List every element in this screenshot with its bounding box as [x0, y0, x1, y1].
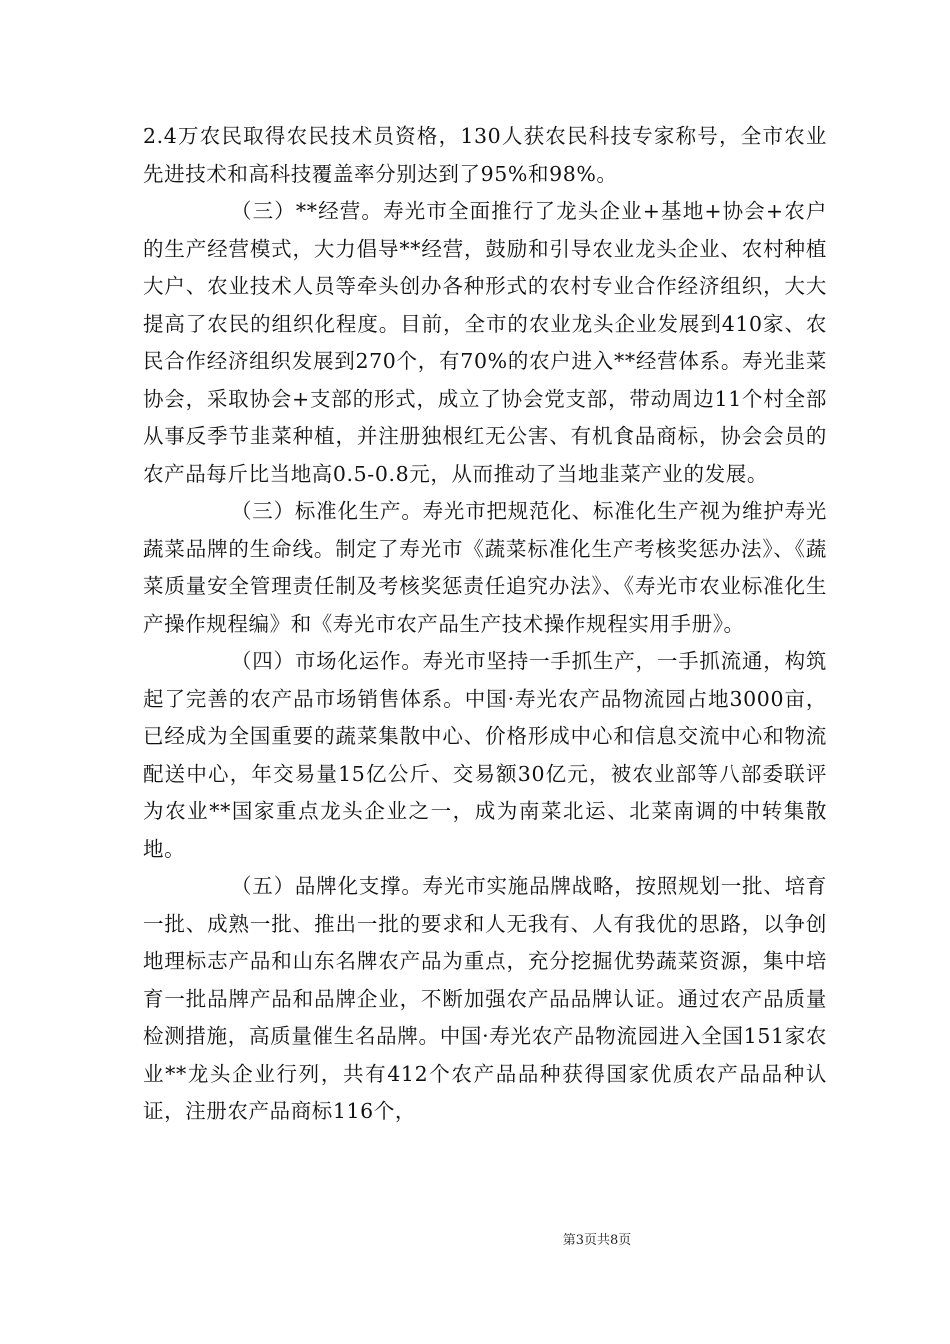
paragraph-4-marketization: （四）市场化运作。寿光市坚持一手抓生产，一手抓流通，构筑起了完善的农产品市场销售体系。中国·寿光农产品物流园占地3000亩，已经成为全国重要的蔬菜集散中心、价格形成中心和信息交流中心和物流配送中心，年交易量15亿公斤、交易额30亿元，被农业部等八部委联评为农业**国家重点龙头企业之一，成为南菜北运、北菜南调的中转集散地。: [143, 649, 827, 861]
paragraph-2-operations: （三）**经营。寿光市全面推行了龙头企业+基地+协会+农户的生产经营模式，大力倡导**经营，鼓励和引导农业龙头企业、农村种植大户、农业技术人员等牵头创办各种形式的农村专业合作经济组织，大大提高了农民的组织化程度。目前，全市的农业龙头企业发展到410家、农民合作经济组织发展到270个，有70%的农户进入**经营体系。寿光韭菜协会，采取协会+支部的形式，成立了协会党支部，带动周边11个村全部从事反季节韭菜种植，并注册独根红无公害、有机食品商标，协会会员的农产品每斤比当地高0.5-0.8元，从而推动了当地韭菜产业的发展。: [143, 199, 827, 486]
page-number: 第3页共8页: [562, 1233, 632, 1248]
paragraph-1-continuation: 2.4万农民取得农民技术员资格，130人获农民科技专家称号，全市农业先进技术和高科技覆盖率分别达到了95%和98%。: [143, 124, 827, 186]
body-text: [143, 118, 827, 1131]
paragraph-5-branding: （五）品牌化支撑。寿光市实施品牌战略，按照规划一批、培育一批、成熟一批、推出一批的要求和人无我有、人有我优的思路，以争创地理标志产品和山东名牌农产品为重点，充分挖掘优势蔬菜资源，集中培育一批品牌产品和品牌企业，不断加强农产品品牌认证。通过农产品质量检测措施，高质量催生名品牌。中国·寿光农产品物流园进入全国151家农业**龙头企业行列，共有412个农产品品种获得国家优质农产品品种认证，注册农产品商标116个，: [143, 874, 827, 1123]
paragraph-3-standardization: （三）标准化生产。寿光市把规范化、标准化生产视为维护寿光蔬菜品牌的生命线。制定了寿光市《蔬菜标准化生产考核奖惩办法》、《蔬菜质量安全管理责任制及考核奖惩责任追究办法》、《寿光市农业标准化生产操作规程编》和《寿光市农产品生产技术操作规程实用手册》。: [143, 499, 827, 636]
